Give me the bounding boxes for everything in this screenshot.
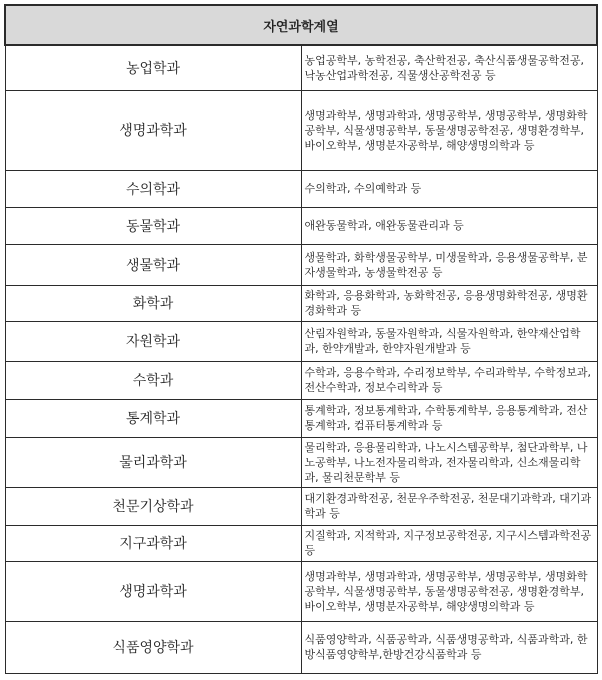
majors-cell: 생물학과, 화학생물공학부, 미생물학과, 응용생물공학부, 분자생물학과, 농생물학전공 등	[301, 244, 597, 285]
majors-cell: 수의학과, 수의예학과 등	[301, 170, 597, 207]
category-cell: 화학과	[5, 285, 301, 321]
category-cell: 생명과학과	[5, 90, 301, 170]
table-row	[5, 207, 597, 244]
category-cell: 식품영양학과	[5, 621, 301, 673]
category-cell: 지구과학과	[5, 525, 301, 561]
category-cell: 농업학과	[5, 45, 301, 90]
majors-cell: 식품영양학과, 식품공학과, 식품생명공학과, 식품과학과, 한방식품영양학부,한방건강식품학과 등	[301, 621, 597, 673]
table-row	[5, 170, 597, 207]
majors-cell: 생명과학부, 생명과학과, 생명공학부, 생명공학부, 생명화학공학부, 식물생명공학부, 동물생명공학전공, 생명환경학부, 바이오학부, 생명분자공학부, 해양생명의학과 등	[301, 561, 597, 621]
majors-cell: 수학과, 응용수학과, 수리정보학부, 수리과학부, 수학정보과, 전산수학과, 정보수리학과 등	[301, 361, 597, 399]
category-cell: 자원학과	[5, 321, 301, 361]
category-cell: 수의학과	[5, 170, 301, 207]
majors-cell: 애완동물학과, 애완동물관리과 등	[301, 207, 597, 244]
table-row	[5, 437, 597, 487]
category-cell: 수학과	[5, 361, 301, 399]
table-row	[5, 621, 597, 673]
majors-cell: 산림자원학과, 동물자원학과, 식물자원학과, 한약재산업학과, 한약개발과, 한약자원개발과 등	[301, 321, 597, 361]
category-cell: 통계학과	[5, 399, 301, 437]
majors-cell: 통계학과, 정보통계학과, 수학통계학부, 응용통계학과, 전산통계학과, 컴퓨터통계학과 등	[301, 399, 597, 437]
table-title: 자연과학계열	[5, 5, 597, 45]
table-row	[5, 525, 597, 561]
majors-cell: 생명과학부, 생명과학과, 생명공학부, 생명공학부, 생명화학공학부, 식물생명공학부, 동물생명공학전공, 생명환경학부, 바이오학부, 생명분자공학부, 해양생명의학과 등	[301, 90, 597, 170]
table-row	[5, 399, 597, 437]
category-cell: 생물학과	[5, 244, 301, 285]
majors-cell: 물리학과, 응용물리학과, 나노시스템공학부, 첨단과학부, 나노공학부, 나노전자물리학과, 전자물리학과, 신소재물리학과, 물리천문학부 등	[301, 437, 597, 487]
majors-table	[4, 4, 598, 674]
majors-cell: 대기환경과학전공, 천문우주학전공, 천문대기과학과, 대기과학과 등	[301, 487, 597, 525]
table-row	[5, 285, 597, 321]
table-row	[5, 361, 597, 399]
majors-cell: 지질학과, 지적학과, 지구정보공학전공, 지구시스템과학전공 등	[301, 525, 597, 561]
table-row	[5, 244, 597, 285]
majors-cell: 농업공학부, 농학전공, 축산학전공, 축산식품생물공학전공, 낙농산업과학전공, 직물생산공학전공 등	[301, 45, 597, 90]
category-cell: 천문기상학과	[5, 487, 301, 525]
category-cell: 물리과학과	[5, 437, 301, 487]
table-row	[5, 487, 597, 525]
table-row	[5, 561, 597, 621]
majors-cell: 화학과, 응용화학과, 농화학전공, 응용생명화학전공, 생명환경화학과 등	[301, 285, 597, 321]
table-row	[5, 90, 597, 170]
table-row	[5, 321, 597, 361]
table-header-row	[5, 5, 597, 45]
table-row	[5, 45, 597, 90]
category-cell: 동물학과	[5, 207, 301, 244]
category-cell: 생명과학과	[5, 561, 301, 621]
